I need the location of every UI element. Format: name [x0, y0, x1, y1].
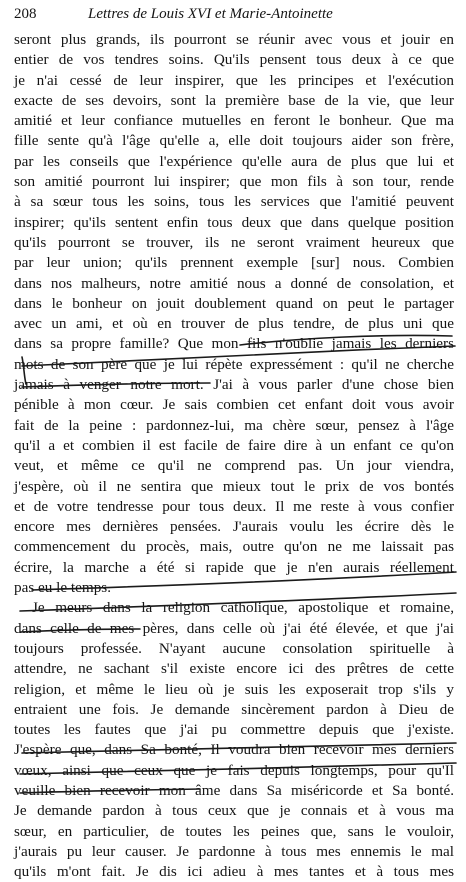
text-line: entraient une fois. Je demande sincèrement pardon à Dieu de	[14, 700, 454, 718]
text-line: qu'il a et combien il est facile de faire dire à un enfant ce qu'on	[14, 436, 454, 454]
letter-text	[14, 30, 454, 882]
text-line: Je demande pardon à tous ceux que je connais et à vous ma	[14, 802, 454, 820]
text-line: et de votre tendresse pour tous deux. Il me reste à vous confier	[14, 497, 454, 515]
text-line: inspirer; qu'ils sentent enfin tous deux que dans quelque position	[14, 213, 454, 231]
text-line: j'espère, où il ne sentira que mieux tout le prix de vos bontés	[14, 477, 454, 495]
text-line: par leur union; qu'ils prennent exemple [sur] nous. Combien	[14, 254, 454, 272]
text-line: entier de vos tendres soins. Qu'ils pensent tous deux à ce que	[14, 51, 454, 69]
running-title: Lettres de Louis XVI et Marie-Antoinette	[88, 6, 333, 22]
text-line: qu'ils pourront se trouver, ils ne seront vraiment heureux que	[14, 233, 454, 251]
book-page	[14, 0, 454, 881]
text-line: avec un ami, et où en trouver de plus tendre, de plus uni que	[14, 315, 454, 333]
text-line: j'aurais pu leur causer. Je pardonne à tous mes ennemis le mal	[14, 842, 454, 860]
text-line: sœur, en particulier, de toutes les peines que, sans le vouloir,	[14, 822, 454, 840]
text-line: pas eu le temps.	[14, 579, 112, 597]
text-line: amitié et leur confiance mutuelles en feront le bonheur. Que ma	[14, 112, 454, 130]
text-line: dans le bonheur on jouit doublement quand on peut le partager	[14, 294, 454, 312]
text-line: toutes les fautes que j'ai pu commettre depuis que j'existe.	[14, 721, 454, 739]
text-line: qu'ils m'ont fait. Je dis ici adieu à mes tantes et à tous mes	[14, 863, 454, 881]
text-line: Je meurs dans la religion catholique, apostolique et romaine,	[32, 599, 454, 617]
text-line: écrire, la marche a été si rapide que je n'en aurais réellement	[14, 558, 454, 576]
text-line: fait de la peine : pardonnez-lui, ma chère sœur, pensez à l'âge	[14, 416, 454, 434]
text-line: mots de son père que je lui répète expressément : qu'il ne cherche	[14, 355, 454, 373]
text-line: seront plus grands, ils pourront se réunir avec vous et jouir en	[14, 31, 454, 48]
text-line: veut, et même ce qu'il ne comprend pas. Un jour viendra,	[14, 457, 454, 475]
text-line: fille sente qu'à l'âge qu'elle a, elle doit toujours aider son frère,	[14, 132, 454, 150]
text-line: à sa sœur tous les soins, tous les services que l'amitié peuvent	[14, 193, 454, 211]
text-line: religion, et même le lieu où je suis les exposerait trop s'ils y	[14, 680, 454, 698]
text-line: jamais à venger notre mort. J'ai à vous parler d'une chose bien	[14, 376, 454, 394]
text-line: dans celle de mes pères, dans celle où j'ai été élevée, et que j'ai	[14, 619, 454, 637]
page-header	[14, 6, 454, 28]
text-line: son amitié pourront lui inspirer; que mon fils à son tour, rende	[14, 173, 454, 191]
text-line: commencement du procès, mais, outre qu'on ne me laissait pas	[14, 538, 454, 556]
text-line: exacte de ses devoirs, sont la première base de la vie, que leur	[14, 91, 454, 109]
text-line: toujours professée. N'ayant aucune consolation spirituelle à	[14, 639, 454, 657]
text-line: dans sa propre famille? Que mon fils n'oublie jamais les derniers	[14, 335, 454, 353]
text-line: J'espère que, dans Sa bonté, Il voudra bien recevoir mes derniers	[14, 741, 454, 759]
text-line: pénible à mon cœur. Je sais combien cet enfant doit vous avoir	[14, 396, 454, 414]
text-line: veuille bien recevoir mon âme dans Sa miséricorde et Sa bonté.	[14, 781, 454, 799]
text-line: par les conseils que l'expérience qu'elle aura de plus que lui et	[14, 152, 454, 170]
text-line: je n'ai cessé de leur inspirer, que les principes et l'exécution	[14, 71, 454, 89]
text-line: dans nos malheurs, notre amitié nous a donné de consolation, et	[14, 274, 454, 292]
text-line: vœux, ainsi que ceux que je fais depuis longtemps, pour qu'Il	[14, 761, 454, 779]
text-line: encore mes dernières pensées. J'aurais voulu les écrire dès le	[14, 518, 454, 536]
text-line: attendre, ne sachant s'il existe encore ici des prêtres de cette	[14, 660, 454, 678]
page-number: 208	[14, 6, 37, 22]
